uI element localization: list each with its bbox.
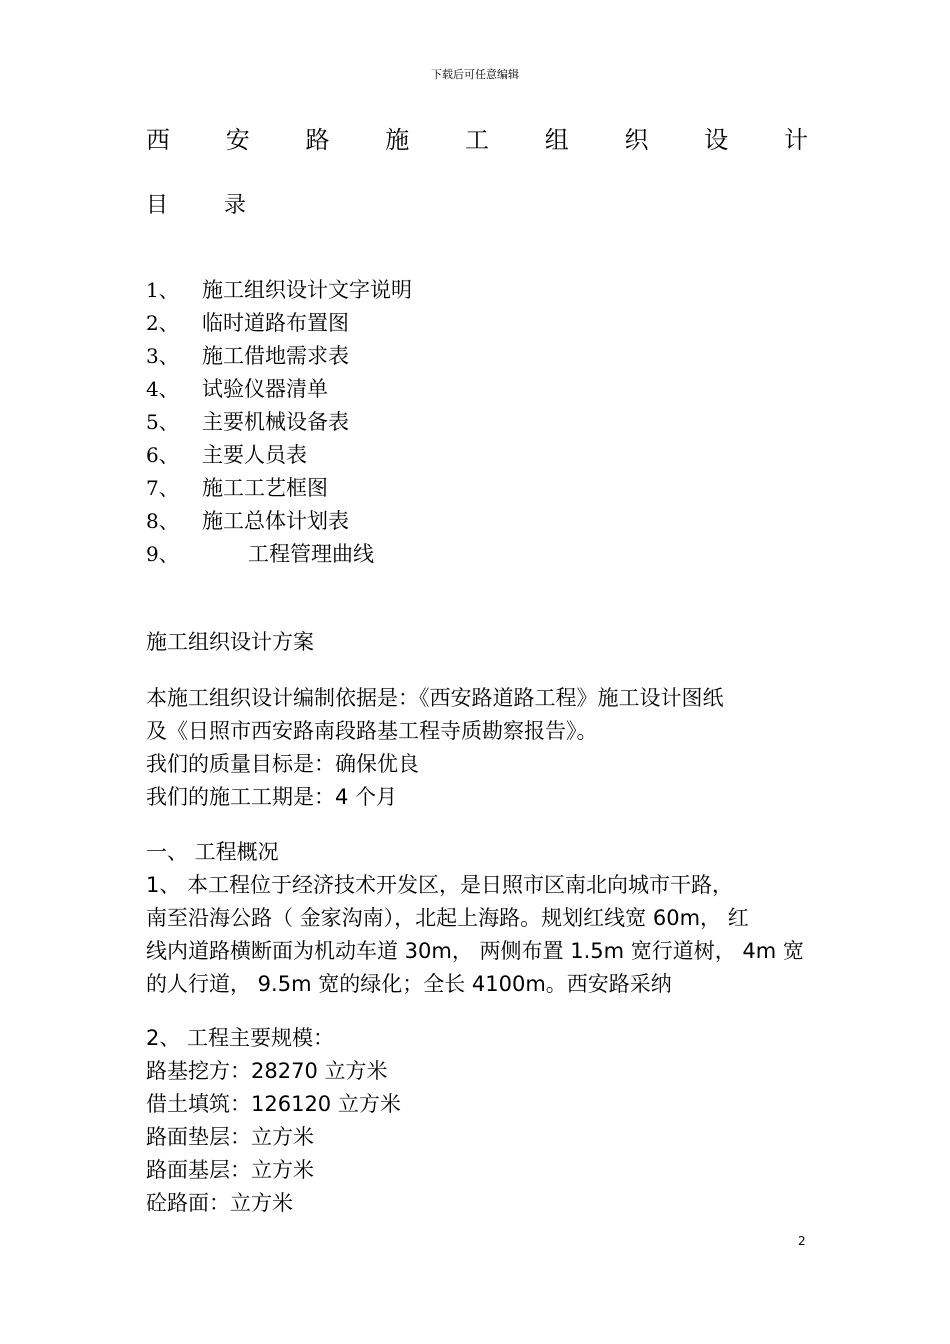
toc-number: 3、 xyxy=(146,344,179,368)
toc-item xyxy=(146,472,412,505)
toc-item xyxy=(146,538,412,571)
toc-item xyxy=(146,340,412,373)
toc-item xyxy=(146,373,412,406)
title-char: 设 xyxy=(704,126,729,154)
project-scale-section xyxy=(146,1022,816,1220)
paragraph-line: 线内道路横断面为机动车道 30m， 两侧布置 1.5m 宽行道树， 4m 宽 xyxy=(146,939,804,963)
title-char: 织 xyxy=(624,126,649,154)
toc-text: 施工总体计划表 xyxy=(202,509,349,533)
scale-item: 路基挖方：28270 立方米 xyxy=(146,1059,388,1083)
paragraph-line: 南至沿海公路（ 金家沟南），北起上海路。规划红线宽 60m， 红 xyxy=(146,906,749,930)
toc-number: 7、 xyxy=(146,476,179,500)
toc-heading-char: 录 xyxy=(224,193,247,218)
toc-text: 临时道路布置图 xyxy=(202,311,349,335)
quality-goal: 我们的质量目标是：确保优良 xyxy=(146,752,419,776)
toc-heading-char: 目 xyxy=(146,193,169,218)
basis-section xyxy=(146,682,816,814)
toc-number: 5、 xyxy=(146,410,179,434)
toc-heading xyxy=(146,188,246,219)
title-char: 安 xyxy=(225,126,250,154)
paragraph-line: 1、 本工程位于经济技术开发区，是日照市区南北向城市干路， xyxy=(146,873,734,897)
toc-number: 2、 xyxy=(146,311,179,335)
header-note: 下载后可任意编辑 xyxy=(431,68,519,81)
toc-item xyxy=(146,505,412,538)
toc-item xyxy=(146,439,412,472)
page-number: 2 xyxy=(798,1234,806,1248)
plan-heading: 施工组织设计方案 xyxy=(146,630,314,654)
toc-item xyxy=(146,307,412,340)
title-char: 工 xyxy=(465,126,489,154)
title-char: 路 xyxy=(305,126,330,154)
toc-number: 9、 xyxy=(146,542,179,566)
table-of-contents xyxy=(146,274,412,571)
toc-item xyxy=(146,406,412,439)
scale-item: 砼路面：立方米 xyxy=(146,1191,293,1215)
basis-line: 及《日照市西安路南段路基工程寺质勘察报告》。 xyxy=(146,719,598,743)
toc-text: 主要人员表 xyxy=(202,443,307,467)
title-char: 计 xyxy=(784,126,808,154)
toc-text: 施工组织设计文字说明 xyxy=(202,278,412,302)
toc-text: 施工借地需求表 xyxy=(202,344,349,368)
toc-text: 施工工艺框图 xyxy=(202,476,328,500)
title-char: 施 xyxy=(385,126,410,154)
section-heading: 一、 工程概况 xyxy=(146,840,279,864)
paragraph-line: 的人行道， 9.5m 宽的绿化；全长 4100m。西安路采纳 xyxy=(146,972,672,996)
toc-number: 4、 xyxy=(146,377,179,401)
construction-period: 我们的施工工期是：4 个月 xyxy=(146,785,398,809)
basis-line: 本施工组织设计编制依据是：《西安路道路工程》施工设计图纸 xyxy=(146,686,724,710)
project-overview-section xyxy=(146,836,816,1001)
section-heading: 2、 工程主要规模： xyxy=(146,1026,335,1050)
title-char: 西 xyxy=(146,126,170,154)
toc-text: 工程管理曲线 xyxy=(248,542,374,566)
scale-item: 路面垫层：立方米 xyxy=(146,1125,314,1149)
toc-number: 1、 xyxy=(146,278,179,302)
scale-item: 路面基层：立方米 xyxy=(146,1158,314,1182)
toc-text: 试验仪器清单 xyxy=(202,377,328,401)
toc-text: 主要机械设备表 xyxy=(202,410,349,434)
toc-number: 8、 xyxy=(146,509,179,533)
scale-item: 借土填筑：126120 立方米 xyxy=(146,1092,401,1116)
toc-item xyxy=(146,274,412,307)
toc-number: 6、 xyxy=(146,443,179,467)
document-title xyxy=(146,120,808,155)
title-char: 组 xyxy=(544,126,569,154)
